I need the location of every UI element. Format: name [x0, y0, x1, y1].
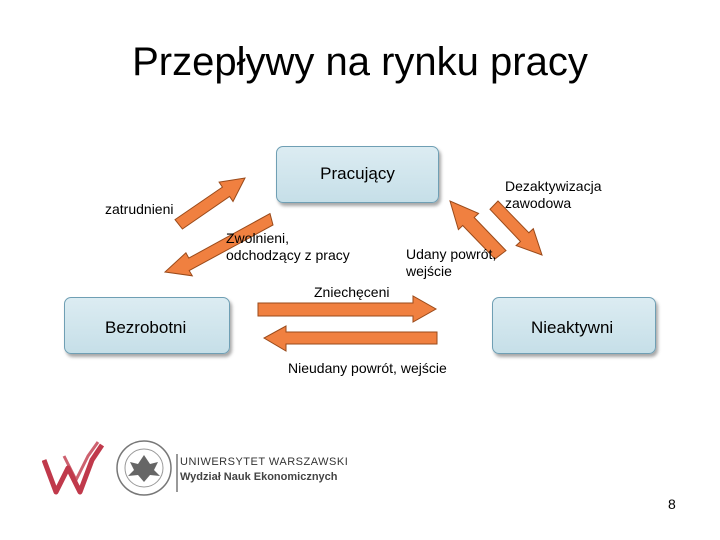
- university-logo: [42, 440, 362, 500]
- label-zwolnieni: [226, 230, 350, 264]
- logo-divider: [176, 454, 178, 492]
- label-dezaktywizacja-line2: zawodowa: [505, 195, 572, 211]
- university-seal-icon: [114, 438, 174, 498]
- label-dezaktywizacja: [505, 178, 601, 212]
- node-pracujacy-label: Pracujący: [320, 164, 395, 183]
- page-number: 8: [668, 496, 676, 512]
- node-bezrobotni-label: Bezrobotni: [105, 318, 187, 337]
- node-bezrobotni: [64, 297, 230, 354]
- label-dezaktywizacja-line1: Dezaktywizacja: [505, 178, 602, 194]
- logo-faculty-name: Wydział Nauk Ekonomicznych: [180, 471, 338, 483]
- label-udany-powrot: [406, 246, 496, 280]
- slide-title: Przepływy na rynku pracy: [132, 40, 588, 84]
- label-udany-powrot-line2: wejście: [406, 263, 452, 279]
- label-zwolnieni-line2: odchodzący z pracy: [226, 247, 350, 263]
- label-zatrudnieni: zatrudnieni: [105, 201, 174, 217]
- node-nieaktywni-label: Nieaktywni: [531, 318, 614, 337]
- wne-mark-icon: [42, 440, 112, 500]
- node-nieaktywni: [492, 297, 656, 354]
- arrow-zatrudnieni: [175, 178, 245, 229]
- label-zwolnieni-line1: Zwolnieni,: [226, 230, 290, 246]
- label-zniecheceni: Zniechęceni: [314, 284, 390, 300]
- label-udany-powrot-line1: Udany powrót,: [406, 246, 497, 262]
- arrow-nieudany-powrot: [264, 326, 437, 351]
- node-pracujacy: [276, 146, 439, 203]
- logo-university-name: UNIWERSYTET WARSZAWSKI: [180, 456, 349, 468]
- label-nieudany-powrot: Nieudany powrót, wejście: [288, 360, 447, 376]
